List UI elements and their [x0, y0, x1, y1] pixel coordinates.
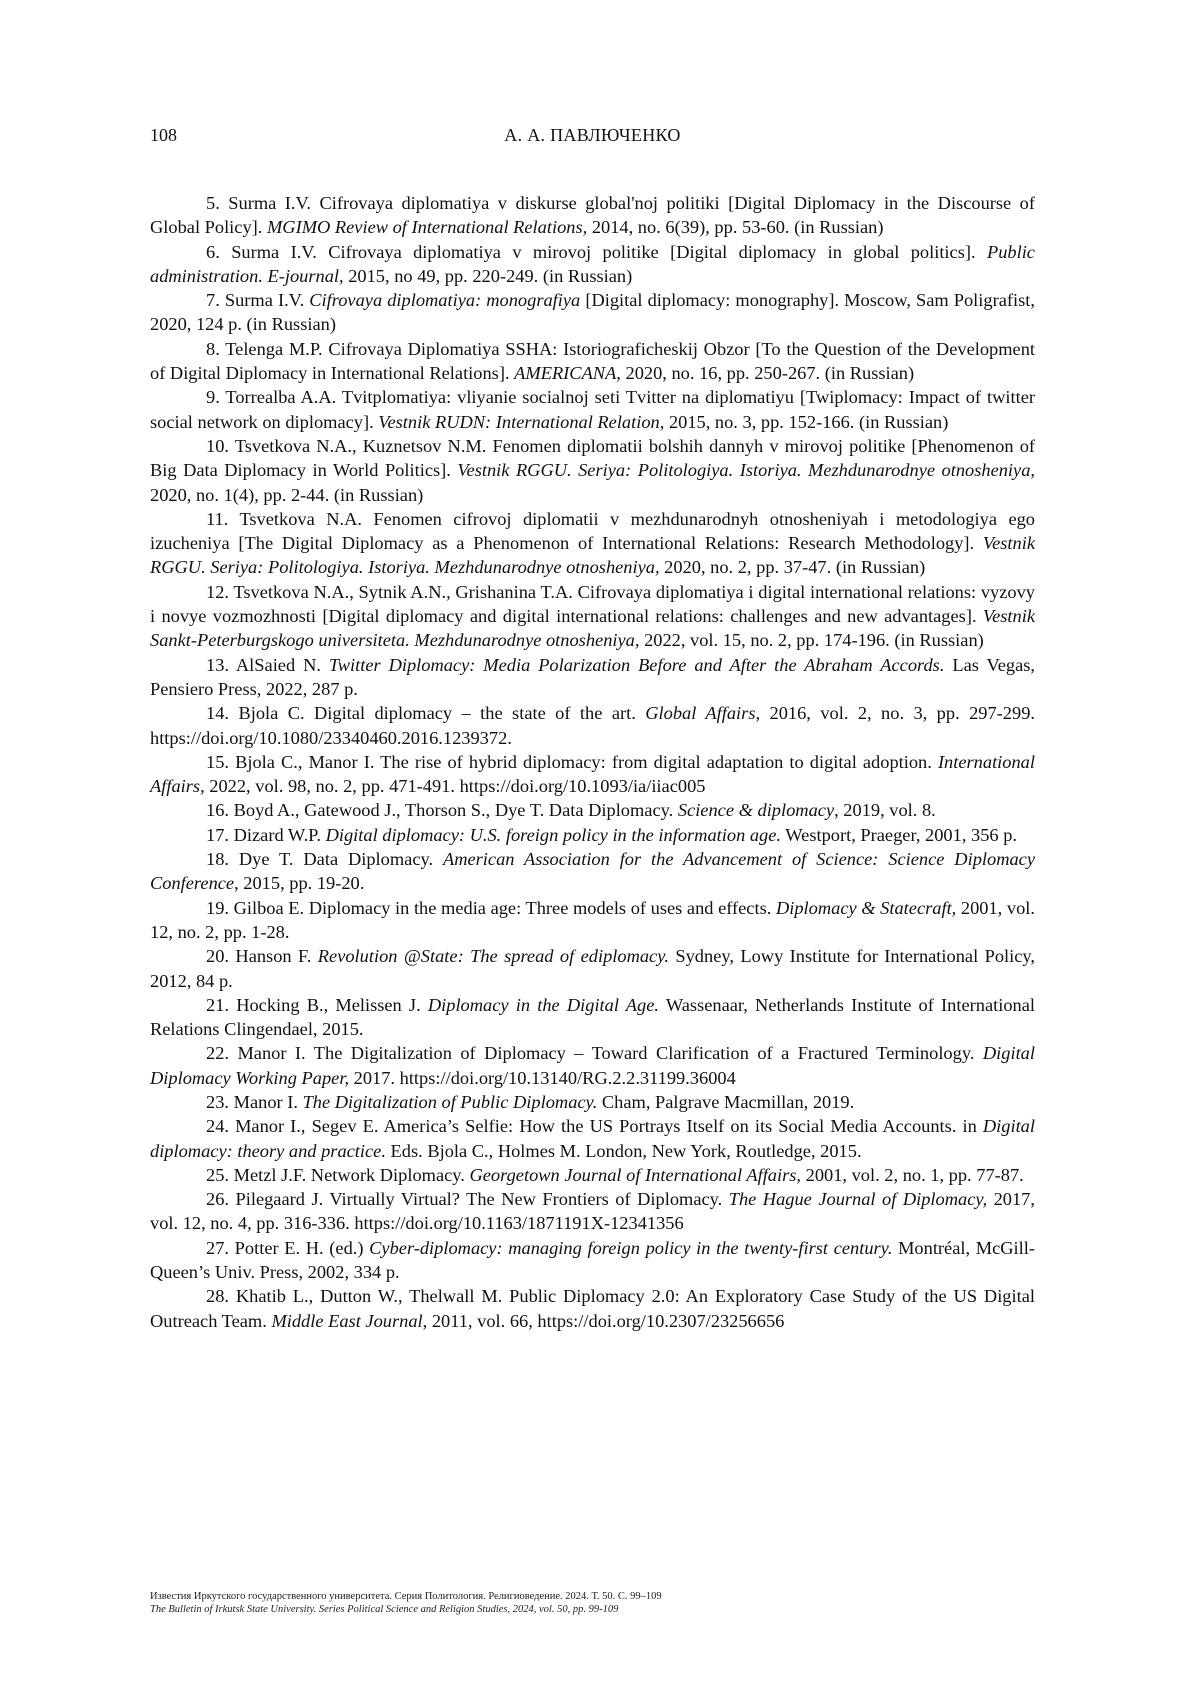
reference-text: Bjola C. Digital diplomacy – the state of the art. — [238, 703, 646, 724]
reference-item — [150, 944, 1035, 993]
reference-source-title: Revolution @State: The spread of ediplomacy. — [317, 946, 669, 967]
reference-text: Torrealba A.A. Tvitplomatiya: vliyanie socialnoj seti Tvitter na diplomatiyu [Twiplomacy: Impact of twitter social network on diplomacy]. — [150, 387, 1035, 432]
reference-text: Gilboa E. Diplomacy in the media age: Three models of uses and effects. — [233, 897, 776, 918]
reference-source-title: Vestnik RGGU. Seriya: Politologiya. Istoriya. Mezhdunarodnye otnosheniya, — [150, 533, 1035, 578]
reference-text: 2015, no 49, pp. 220-249. (in Russian) — [343, 265, 633, 286]
reference-text: Khatib L., Dutton W., Thelwall M. Public Diplomacy 2.0: An Exploratory Case Study of the US Digital Outreach Team. — [150, 1286, 1035, 1331]
reference-text: Hanson F. — [235, 946, 318, 967]
reference-text: Tsvetkova N.A., Sytnik A.N., Grishanina T.A. Cifrovaya diplomatiya i digital international relations: vyzovy i novye vozmozhnosti [Digital diplomacy and digital international relations: challenges and new advantages]. — [150, 581, 1035, 627]
reference-text: 2001, vol. 12, no. 2, pp. 1-28. — [150, 897, 1035, 942]
reference-item — [150, 993, 1035, 1042]
reference-item — [150, 1284, 1035, 1333]
reference-text: 2001, vol. 2, no. 1, pp. 77-87. — [801, 1164, 1024, 1185]
reference-text: Wassenaar, Netherlands Institute of International Relations Clingendael, 2015. — [150, 994, 1035, 1040]
page-footer — [150, 1590, 1035, 1616]
reference-item — [150, 653, 1035, 702]
reference-number: 26. — [206, 1189, 229, 1210]
reference-text: Telenga M.P. Cifrovaya Diplomatiya SSHA: Istoriograficheskij Obzor [To the Question of the Development of Digital Diplomacy in International Relations]. — [150, 338, 1036, 384]
reference-number: 16. — [206, 800, 229, 821]
reference-source-title: International Affairs, — [150, 751, 1035, 797]
reference-number: 8. — [206, 338, 220, 359]
reference-text: 2016, vol. 2, no. 3, pp. 297-299. https://doi.org/10.1080/23340460.2016.1239372. — [150, 703, 1035, 748]
reference-source-title: Diplomacy & Statecraft, — [775, 897, 957, 918]
reference-number: 12. — [206, 581, 229, 602]
reference-source-title: Twitter Diplomacy: Media Polarization Before and After the Abraham Accords. — [328, 654, 945, 675]
reference-text: 2017, vol. 12, no. 4, pp. 316-336. https://doi.org/10.1163/1871191X-12341356 — [150, 1189, 1035, 1234]
reference-source-title: Cifrovaya diplomatiya: monografiya — [309, 290, 581, 311]
reference-text: Westport, Praeger, 2001, 356 p. — [781, 824, 1017, 845]
reference-item — [150, 191, 1035, 240]
reference-text: Dizard W.P. — [233, 824, 326, 845]
reference-number: 6. — [206, 241, 220, 262]
reference-text: Montréal, McGill-Queen’s Univ. Press, 2002, 334 p. — [150, 1237, 1035, 1283]
reference-text: , 2019, vol. 8. — [834, 800, 936, 821]
reference-text: Tsvetkova N.A., Kuznetsov N.M. Fenomen diplomatii bolshih dannyh v mirovoj politike [Phenomenon of Big Data Diplomacy in World Politics]. — [150, 435, 1036, 481]
reference-text: 2022, vol. 15, no. 2, pp. 174-196. (in Russian) — [639, 630, 984, 651]
reference-number: 17. — [206, 824, 229, 845]
reference-source-title: Digital Diplomacy Working Paper, — [150, 1043, 1035, 1088]
reference-text: Manor I. The Digitalization of Diplomacy – Toward Clarification of a Fractured Terminology. — [237, 1043, 983, 1064]
reference-number: 13. — [206, 654, 229, 675]
reference-text: 2022, vol. 98, no. 2, pp. 471-491. https://doi.org/10.1093/ia/iiac005 — [204, 776, 706, 797]
reference-source-title: AMERICANA, — [514, 363, 621, 384]
reference-list — [150, 191, 1035, 1333]
reference-number: 5. — [206, 193, 220, 213]
reference-source-title: Vestnik RUDN: International Relation, — [378, 411, 665, 432]
reference-item — [150, 847, 1035, 896]
reference-text: Las Vegas, Pensiero Press, 2022, 287 p. — [150, 654, 1036, 699]
reference-source-title: Vestnik RGGU. Seriya: Politologiya. Istoriya. Mezhdunarodnye otnosheniya, — [457, 460, 1035, 481]
reference-text: Metzl J.F. Network Diplomacy. — [233, 1164, 470, 1185]
reference-text: Eds. Bjola C., Holmes M. London, New York, Routledge, 2015. — [385, 1140, 862, 1161]
reference-item — [150, 337, 1035, 386]
reference-item — [150, 823, 1035, 847]
footer-journal-ru: Известия Иркутского государственного университета. Серия Политология. Религиоведение. 2024. Т. 50. С. 99–109 — [150, 1591, 662, 1602]
reference-source-title: MGIMO Review of International Relations, — [266, 217, 588, 238]
reference-source-title: Digital diplomacy: theory and practice. — [150, 1116, 1035, 1161]
header-author: А. А. ПАВЛЮЧЕНКО — [504, 125, 681, 145]
reference-source-title: Digital diplomacy: U.S. foreign policy in the information age. — [325, 824, 782, 845]
reference-source-title: Global Affairs, — [645, 703, 761, 724]
reference-number: 11. — [206, 508, 229, 529]
reference-number: 9. — [206, 387, 220, 408]
reference-number: 15. — [206, 751, 229, 772]
reference-number: 14. — [206, 703, 229, 724]
reference-item — [150, 1090, 1035, 1114]
reference-text: Dye T. Data Diplomacy. — [238, 849, 443, 870]
reference-number: 27. — [206, 1237, 229, 1258]
reference-text: AlSaied N. — [235, 654, 329, 675]
reference-item — [150, 701, 1035, 750]
reference-number: 20. — [206, 946, 229, 967]
reference-item — [150, 434, 1035, 507]
reference-number: 19. — [206, 897, 229, 918]
reference-source-title: American Association for the Advancement of Science: Science Diplomacy Conference — [150, 849, 1035, 894]
reference-item — [150, 385, 1035, 434]
reference-text: Surma I.V. Cifrovaya diplomatiya v diskurse global'noj politiki [Digital Diplomacy in the Discourse of Global Policy]. — [150, 193, 1036, 238]
reference-source-title: The Hague Journal of Diplomacy, — [728, 1189, 988, 1210]
page-number: 108 — [150, 125, 177, 145]
reference-source-title: Cyber-diplomacy: managing foreign policy in the twenty-first century. — [369, 1237, 893, 1258]
reference-item — [150, 1041, 1035, 1090]
reference-text: Manor I. — [233, 1091, 303, 1112]
reference-item — [150, 1187, 1035, 1236]
reference-source-title: The Digitalization of Public Diplomacy. — [302, 1091, 598, 1112]
reference-number: 25. — [206, 1164, 229, 1185]
reference-text: 2020, no. 2, pp. 37-47. (in Russian) — [659, 557, 926, 578]
running-head — [150, 125, 1035, 151]
reference-text: Pilegaard J. Virtually Virtual? The New Frontiers of Diplomacy. — [235, 1189, 729, 1210]
reference-number: 7. — [206, 290, 220, 311]
reference-number: 24. — [206, 1116, 229, 1137]
reference-text: Potter E. H. (ed.) — [234, 1237, 370, 1258]
reference-text: Surma I.V. — [224, 290, 310, 311]
reference-text: , 2015, pp. 19-20. — [234, 873, 365, 894]
reference-item — [150, 580, 1035, 653]
reference-text: Manor I., Segev E. America’s Selfie: How the US Portrays Itself on its Social Media Accounts. in — [235, 1116, 983, 1137]
reference-text: 2015, no. 3, pp. 152-166. (in Russian) — [664, 411, 949, 432]
reference-text: [Digital diplomacy: monography]. Moscow, Sam Poligrafist, 2020, 124 p. (in Russian) — [150, 290, 1035, 335]
reference-source-title: Diplomacy in the Digital Age. — [427, 994, 659, 1015]
reference-source-title: Middle East Journal — [271, 1310, 423, 1331]
reference-item — [150, 1236, 1035, 1285]
reference-item — [150, 798, 1035, 822]
reference-text: 2020, no. 1(4), pp. 2-44. (in Russian) — [150, 484, 424, 505]
reference-text: Sydney, Lowy Institute for International Policy, 2012, 84 p. — [150, 946, 1035, 991]
reference-text: 2017. https://doi.org/10.13140/RG.2.2.31199.36004 — [349, 1067, 736, 1088]
reference-number: 23. — [206, 1091, 229, 1112]
reference-text: , 2011, vol. 66, https://doi.org/10.2307/23256656 — [422, 1310, 785, 1331]
reference-item — [150, 1163, 1035, 1187]
reference-text: Boyd A., Gatewood J., Thorson S., Dye T. Data Diplomacy. — [233, 800, 678, 821]
reference-text: Hocking B., Melissen J. — [236, 994, 428, 1015]
reference-source-title: Georgetown Journal of International Affairs, — [469, 1164, 802, 1185]
reference-number: 10. — [206, 435, 229, 456]
reference-number: 21. — [206, 994, 229, 1015]
reference-text: Cham, Palgrave Macmillan, 2019. — [597, 1091, 855, 1112]
reference-item — [150, 1114, 1035, 1163]
reference-text: 2014, no. 6(39), pp. 53-60. (in Russian) — [587, 217, 884, 238]
reference-item — [150, 750, 1035, 799]
reference-source-title: Public administration. E-journal, — [150, 241, 1035, 286]
reference-number: 28. — [206, 1286, 229, 1307]
reference-item — [150, 896, 1035, 945]
reference-number: 22. — [206, 1043, 229, 1064]
reference-item — [150, 288, 1035, 337]
reference-number: 18. — [206, 849, 229, 870]
reference-text: Tsvetkova N.A. Fenomen cifrovoj diplomatii v mezhdunarodnyh otnosheniyah i metodologiya ego izucheniya [The Digital Diplomacy as a Phenomenon of International Relations: Research Methodology]. — [150, 508, 1035, 554]
reference-source-title: Vestnik Sankt-Peterburgskogo universiteta. Mezhdunarodnye otnosheniya, — [150, 606, 1035, 651]
reference-text: 2020, no. 16, pp. 250-267. (in Russian) — [620, 363, 915, 384]
reference-text: Bjola C., Manor I. The rise of hybrid diplomacy: from digital adaptation to digital adoption. — [235, 751, 938, 772]
footer-journal-en: The Bulletin of Irkutsk State University. Series Political Science and Religion Studies, 2024, vol. 50, pp. 99-109 — [150, 1604, 619, 1615]
reference-text: Surma I.V. Cifrovaya diplomatiya v mirovoj politike [Digital diplomacy in global politics]. — [231, 241, 987, 262]
reference-item — [150, 240, 1035, 289]
reference-source-title: Science & diplomacy — [677, 800, 835, 821]
reference-item — [150, 507, 1035, 580]
